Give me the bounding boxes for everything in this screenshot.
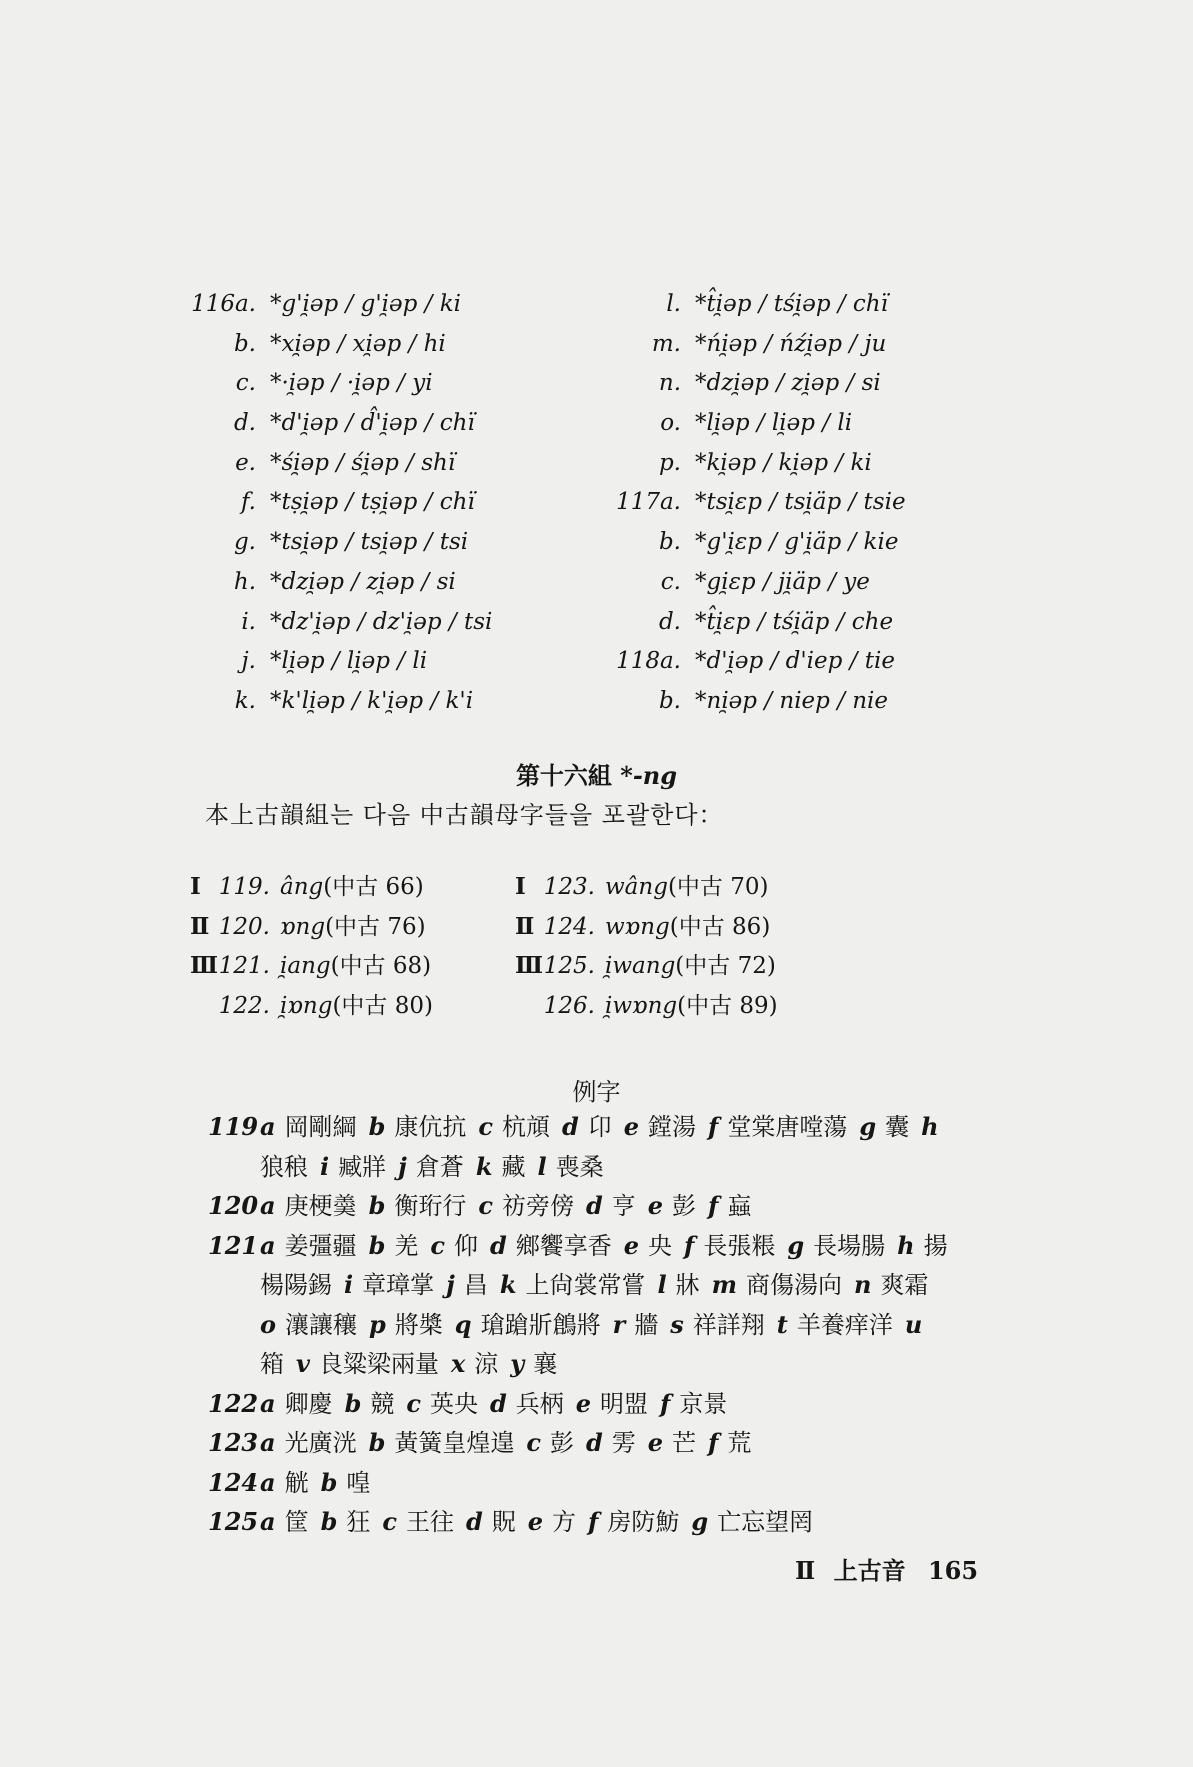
reconstruction-row <box>190 285 630 325</box>
example-chars: 卬 <box>587 1113 612 1141</box>
example-letter: p <box>369 1309 386 1339</box>
reconstruction-row <box>605 364 1075 404</box>
example-letter: f <box>588 1507 599 1536</box>
example-chars: 涼 <box>474 1350 499 1378</box>
example-line <box>208 1502 1008 1542</box>
group-form: âng <box>280 874 324 900</box>
example-letter: t <box>776 1309 788 1339</box>
example-chars: 觥 <box>284 1468 309 1497</box>
example-chars: 英央 <box>429 1389 478 1418</box>
entry-form: *t̂i̯əp / tśi̯əp / chï <box>695 291 888 317</box>
example-letter: a <box>260 1388 276 1418</box>
example-letter: k <box>499 1270 517 1299</box>
examples-list <box>208 1107 1008 1542</box>
example-letter: h <box>921 1112 939 1141</box>
reconstruction-row <box>605 285 1075 325</box>
entry-label: p. <box>658 449 681 476</box>
example-chars: 亡忘望罔 <box>717 1508 814 1536</box>
group-form: i̯wɒng <box>605 992 678 1019</box>
example-letter: k <box>475 1151 493 1181</box>
example-letter: f <box>708 1428 719 1457</box>
example-letter: g <box>787 1230 805 1260</box>
entry-form: *dzi̯əp / zi̯əp / si <box>270 568 456 595</box>
entry-form: *d'i̯əp / d̂'i̯əp / chï <box>270 410 475 437</box>
rhyme-group-row <box>515 987 778 1020</box>
example-number: 124 <box>208 1467 259 1497</box>
entry-form: *tsi̯ɛp / tsi̯äp / tsie <box>695 489 906 516</box>
example-letter: d <box>465 1507 483 1536</box>
example-chars: 襄 <box>533 1350 558 1378</box>
entry-form: *d'i̯əp / d'iep / tie <box>695 648 895 675</box>
example-chars: 筐 <box>284 1508 309 1536</box>
example-chars: 芒 <box>672 1429 697 1457</box>
example-chars: 貺 <box>491 1508 516 1536</box>
group-note: (中古 68) <box>330 953 432 979</box>
reconstruction-row <box>605 325 1075 365</box>
example-letter: i <box>320 1151 330 1181</box>
reconstruction-row <box>605 444 1075 484</box>
example-chars: 亨 <box>611 1192 636 1220</box>
entry-form: *t̂i̯ɛp / tśi̯äp / che <box>695 608 894 635</box>
example-line <box>208 1384 1008 1424</box>
example-chars: 姜彊疆 <box>284 1231 357 1260</box>
entry-form: *dz'i̯əp / dz'i̯əp / tsi <box>270 608 493 635</box>
example-number: 122 <box>208 1388 259 1418</box>
example-letter: f <box>660 1388 671 1418</box>
example-chars: 囊 <box>885 1113 910 1141</box>
example-number: 119 <box>208 1112 259 1141</box>
entry-form: *·i̯əp / ·i̯əp / yi <box>270 370 433 397</box>
rhyme-group-row <box>190 908 426 941</box>
group-division: Ⅲ <box>515 952 544 979</box>
entry-label: i. <box>241 608 256 635</box>
group-form: ɒng <box>280 913 326 940</box>
reconstruction-row <box>190 682 630 722</box>
group-form: i̯ɒng <box>280 992 333 1019</box>
example-chars: 上尙裳常嘗 <box>525 1271 646 1299</box>
example-letter: d <box>489 1230 507 1260</box>
entry-label: j. <box>241 648 256 675</box>
example-chars: 祊旁傍 <box>501 1192 574 1220</box>
example-letter: i <box>344 1270 354 1299</box>
example-number: 123 <box>208 1428 259 1457</box>
example-letter: j <box>398 1151 407 1181</box>
group-note: (中古 66) <box>323 874 424 900</box>
example-chars: 房防魴 <box>607 1508 680 1536</box>
example-chars: 羌 <box>394 1231 419 1260</box>
example-letter: d <box>561 1112 579 1141</box>
page-number: 165 <box>927 1556 979 1585</box>
example-chars: 牀 <box>675 1271 700 1299</box>
example-letter: e <box>575 1388 592 1418</box>
example-chars: 喪桑 <box>555 1152 604 1181</box>
example-chars: 雱 <box>611 1429 636 1457</box>
example-chars: 昌 <box>463 1271 488 1299</box>
group-division: Ⅱ <box>515 912 535 940</box>
example-chars: 章璋掌 <box>362 1271 435 1299</box>
entry-label: o. <box>660 410 681 437</box>
example-letter: y <box>510 1349 525 1378</box>
example-letter: a <box>260 1230 276 1260</box>
example-chars: 京景 <box>679 1389 728 1418</box>
rhyme-group-row <box>190 987 433 1020</box>
group-form: i̯ang <box>280 953 331 979</box>
reconstruction-row <box>605 483 1075 523</box>
example-letter: b <box>368 1191 386 1220</box>
example-chars: 康伉抗 <box>394 1113 467 1141</box>
entry-form: *śi̯əp / śi̯əp / shï <box>270 449 456 476</box>
example-letter: u <box>904 1309 923 1339</box>
group-number: 121. <box>218 953 270 979</box>
entry-label: c. <box>235 370 256 397</box>
reconstruction-row <box>190 364 630 404</box>
entry-form: *tsi̯əp / tsi̯əp / tsi <box>270 529 469 556</box>
entry-label: c. <box>660 568 681 595</box>
example-letter: c <box>430 1230 445 1260</box>
entry-form: *gi̯ɛp / ji̯äp / ye <box>695 568 870 595</box>
example-line <box>208 1147 1008 1187</box>
reconstruction-row <box>190 444 630 484</box>
example-chars: 瑲蹌斨鶬將 <box>480 1310 601 1339</box>
example-letter: g <box>859 1112 877 1141</box>
entry-label: m. <box>651 330 681 357</box>
example-letter: b <box>368 1428 386 1457</box>
example-chars: 揚 <box>923 1231 948 1260</box>
section-heading <box>0 756 1193 791</box>
example-letter: x <box>450 1349 466 1378</box>
example-chars: 商傷湯向 <box>745 1271 842 1299</box>
reconstruction-row <box>605 603 1075 643</box>
group-note: (中古 76) <box>325 913 426 940</box>
example-chars: 楊陽錫 <box>260 1271 332 1299</box>
example-letter: d <box>585 1191 603 1220</box>
group-note: (中古 89) <box>677 992 778 1019</box>
reconstruction-row <box>190 483 630 523</box>
entry-label: b. <box>658 529 681 556</box>
example-letter: d <box>585 1428 603 1457</box>
example-chars: 將槳 <box>394 1310 443 1339</box>
footer-title: 上古音 <box>833 1556 906 1585</box>
entry-label: h. <box>233 568 256 595</box>
example-letter: v <box>296 1349 310 1378</box>
example-line <box>208 1423 1008 1463</box>
entry-label: n. <box>658 370 681 397</box>
reconstruction-row <box>605 642 1075 682</box>
example-line <box>208 1344 1008 1384</box>
group-note: (中古 80) <box>332 992 433 1019</box>
group-division: Ⅱ <box>190 912 210 940</box>
entry-form: *li̯əp / li̯əp / li <box>270 648 428 675</box>
example-letter: o <box>260 1309 277 1339</box>
example-chars: 長張粻 <box>703 1231 776 1260</box>
group-number: 125. <box>543 953 595 979</box>
rhyme-group-row <box>190 868 424 901</box>
group-number: 119. <box>218 874 270 900</box>
entry-label: l. <box>666 291 681 317</box>
example-chars: 仰 <box>453 1231 478 1260</box>
example-chars: 喤 <box>346 1468 371 1497</box>
example-chars: 長場腸 <box>813 1231 886 1260</box>
group-number: 126. <box>543 992 595 1019</box>
entry-form: *tṣi̯əp / tṣi̯əp / chï <box>270 489 475 516</box>
example-letter: s <box>670 1309 684 1339</box>
group-note: (中古 72) <box>675 953 776 979</box>
example-letter: c <box>382 1507 397 1536</box>
entry-label: d. <box>233 410 256 437</box>
reconstruction-row <box>605 563 1075 603</box>
rhyme-group-row <box>190 947 431 980</box>
section-intro: 本上古韻組는 다음 中古韻母字들을 포괄한다： <box>205 801 724 829</box>
example-letter: g <box>691 1507 709 1536</box>
rhyme-group-row <box>515 908 770 941</box>
example-chars: 藏 <box>501 1152 526 1181</box>
entry-form: *xi̯əp / xi̯əp / hi <box>270 330 446 357</box>
example-chars: 狂 <box>346 1508 371 1536</box>
example-letter: f <box>684 1230 695 1260</box>
section-heading-cjk: 第十六組 <box>515 761 612 790</box>
example-chars: 堂棠唐嘡蕩 <box>727 1113 848 1141</box>
example-letter: e <box>527 1507 544 1536</box>
footer-division: Ⅱ <box>795 1556 816 1585</box>
entry-label: 117a. <box>616 489 681 516</box>
group-number: 122. <box>218 992 270 1019</box>
group-form: wâng <box>605 874 668 900</box>
entry-form: *li̯əp / li̯əp / li <box>695 410 853 437</box>
example-letter: l <box>657 1270 667 1299</box>
example-letter: a <box>260 1191 276 1220</box>
group-number: 120. <box>218 913 270 940</box>
example-letter: r <box>612 1309 626 1339</box>
entry-label: k. <box>234 687 256 714</box>
section-heading-suffix: *-ng <box>620 761 678 790</box>
example-letter: f <box>708 1191 719 1220</box>
entry-label: 118a. <box>616 648 681 675</box>
example-chars: 競 <box>370 1389 395 1418</box>
example-chars: 彭 <box>672 1192 697 1220</box>
example-letter: m <box>711 1270 737 1299</box>
example-letter: h <box>897 1230 915 1260</box>
example-chars: 庚梗羮 <box>284 1192 357 1220</box>
example-chars: 爽霜 <box>880 1271 929 1299</box>
example-letter: e <box>647 1191 664 1220</box>
entry-form: *dzi̯əp / zi̯əp / si <box>695 370 881 397</box>
example-chars: 光廣洸 <box>284 1429 357 1457</box>
example-letter: j <box>446 1270 455 1299</box>
entry-form: *g'i̯əp / g'i̯əp / ki <box>270 291 462 317</box>
example-chars: 卿慶 <box>284 1389 333 1418</box>
entry-label: d. <box>658 608 681 635</box>
rhyme-group-row <box>515 947 776 980</box>
group-division: Ⅰ <box>515 873 526 900</box>
group-division: Ⅰ <box>190 873 201 900</box>
reconstruction-row <box>605 404 1075 444</box>
example-letter: f <box>708 1112 719 1141</box>
example-letter: c <box>406 1388 421 1418</box>
entry-form: *ki̯əp / ki̯əp / ki <box>695 449 872 476</box>
entry-label: b. <box>233 330 256 357</box>
group-note: (中古 86) <box>669 913 771 940</box>
example-chars: 倉蒼 <box>415 1152 464 1181</box>
reconstruction-row <box>190 404 630 444</box>
example-chars: 瀼讓穰 <box>285 1310 358 1339</box>
example-letter: b <box>320 1507 338 1536</box>
example-letter: e <box>623 1230 640 1260</box>
example-chars: 鄉饗享香 <box>515 1231 612 1260</box>
example-letter: e <box>647 1428 664 1457</box>
reconstruction-row <box>190 325 630 365</box>
example-chars: 杭頏 <box>501 1113 550 1141</box>
example-line <box>208 1265 1008 1305</box>
reconstruction-row <box>605 523 1075 563</box>
example-letter: q <box>454 1309 472 1339</box>
example-chars: 狼稂 <box>260 1152 308 1181</box>
example-letter: l <box>537 1151 547 1181</box>
example-chars: 岡剛綱 <box>284 1113 357 1141</box>
entry-label: e. <box>235 449 256 476</box>
example-chars: 方 <box>552 1508 577 1536</box>
example-chars: 央 <box>648 1231 673 1260</box>
example-chars: 衡珩行 <box>394 1192 467 1220</box>
group-number: 123. <box>543 874 595 900</box>
example-chars: 荒 <box>727 1429 752 1457</box>
example-letter: c <box>478 1112 493 1141</box>
example-letter: d <box>489 1388 507 1418</box>
example-line <box>208 1305 1008 1345</box>
group-form: i̯wang <box>605 953 676 979</box>
page-footer <box>795 1551 978 1586</box>
entry-form: *k'li̯əp / k'i̯əp / k'i <box>270 687 474 714</box>
entry-label: b. <box>658 687 681 714</box>
example-letter: e <box>623 1112 640 1141</box>
reconstruction-column-left <box>190 285 630 722</box>
example-number: 125 <box>208 1507 259 1536</box>
example-letter: a <box>260 1112 276 1141</box>
example-line <box>208 1226 1008 1266</box>
reconstruction-column-right <box>605 285 1075 722</box>
example-chars: 良粱梁兩量 <box>318 1350 439 1378</box>
example-letter: a <box>260 1507 276 1536</box>
entry-label: g. <box>233 529 256 556</box>
example-chars: 兵柄 <box>515 1389 564 1418</box>
example-letter: b <box>368 1230 386 1260</box>
example-letter: c <box>478 1191 493 1220</box>
example-letter: n <box>853 1270 872 1299</box>
example-chars: 臧牂 <box>338 1152 387 1181</box>
example-chars: 蝱 <box>727 1192 752 1220</box>
example-chars: 王往 <box>405 1508 454 1536</box>
example-letter: b <box>368 1112 386 1141</box>
rhyme-group-row <box>515 868 768 901</box>
example-letter: a <box>260 1467 276 1497</box>
example-chars: 祥詳翔 <box>692 1310 765 1339</box>
example-chars: 羊養痒洋 <box>796 1310 893 1339</box>
example-chars: 彭 <box>549 1429 574 1457</box>
entry-label: f. <box>240 489 256 516</box>
entry-form: *ni̯əp / niep / nie <box>695 687 889 714</box>
example-letter: b <box>344 1388 362 1418</box>
example-chars: 牆 <box>634 1310 659 1339</box>
example-number: 121 <box>208 1230 259 1260</box>
group-form: wɒng <box>605 913 670 940</box>
reconstruction-row <box>190 523 630 563</box>
example-number: 120 <box>208 1191 259 1220</box>
example-chars: 明盟 <box>600 1389 649 1418</box>
group-number: 124. <box>543 913 595 940</box>
example-chars: 鏜湯 <box>648 1113 697 1141</box>
entry-form: *g'i̯ɛp / g'i̯äp / kie <box>695 529 899 556</box>
example-chars: 箱 <box>260 1350 284 1378</box>
reconstruction-row <box>190 563 630 603</box>
example-line <box>208 1463 1008 1503</box>
reconstruction-row <box>605 682 1075 722</box>
reconstruction-row <box>190 603 630 643</box>
entry-label: 116a. <box>191 291 256 317</box>
example-line <box>208 1107 1008 1147</box>
entry-form: *ńi̯əp / ńźi̯əp / ju <box>695 330 887 357</box>
example-letter: a <box>260 1428 276 1457</box>
group-note: (中古 70) <box>667 874 769 900</box>
examples-title: 例字 <box>572 1078 621 1106</box>
reconstruction-row <box>190 642 630 682</box>
example-line <box>208 1186 1008 1226</box>
example-letter: c <box>526 1428 541 1457</box>
example-chars: 黃簧皇煌遑 <box>394 1429 515 1457</box>
group-division: Ⅲ <box>190 952 219 979</box>
example-letter: b <box>320 1467 338 1497</box>
